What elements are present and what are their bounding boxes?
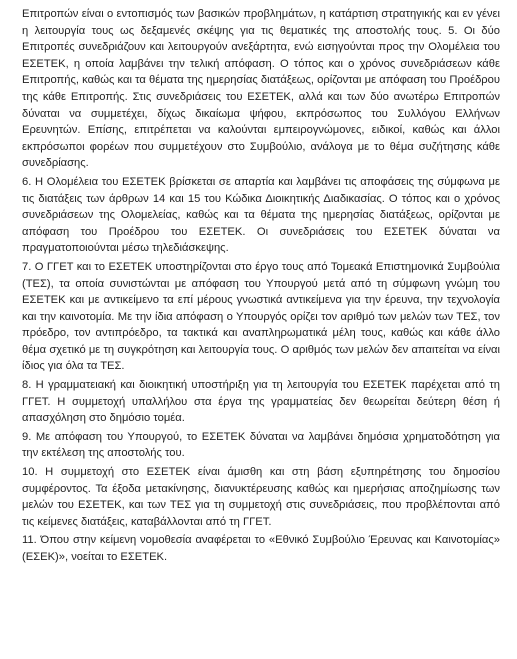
paragraph-committees: Επιτροπών είναι ο εντοπισμός των βασικών προβλημάτων, η κατάρτιση στρατηγικής και εν γένει η λειτουργία τους ως δεξαμενές σκέψης για τις θεματικές της αποστολής τους. 5. Οι δύο Επιτροπές συνεδριάζουν και λειτουργούν ανεξάρτητα, ενώ εισηγούνται προς την Ολομέλεια του ΕΣΕΤΕΚ, η οποία λαμβάνει την τελική απόφαση. Ο τόπος και ο χρόνος συνεδριάσεων κάθε Επιτροπής, καθώς και τα θέματα της ημερησίας διατάξεως, ορίζονται με απόφαση του Προέδρου της κάθε Επιτροπής. Στις συνεδριάσεις του ΕΣΕΤΕΚ, αλλά και των δύο ανωτέρω Επιτροπών δύναται να συμμετέχει, δίχως δικαίωμα ψήφου, εκπρόσωπος του Συλλόγου Ελλήνων Ερευνητών. Επίσης, επιτρέπεται να καλούνται εμπειρογνώμονες, ειδικοί, καθώς και άλλοι εκπρόσωποι φορέων που συμμετέχουν στο Συμβούλιο, ανάλογα με το θέμα συζήτησης κάθε συνεδρίασης. xyxy=(22,8,500,170)
paragraph-11-legislation: 11. Όπου στην κείμενη νομοθεσία αναφέρεται το «Εθνικό Συμβούλιο Έρευνας και Καινοτομίας» (ΕΣΕΚ)», νοείται το ΕΣΕΤΕΚ. xyxy=(22,534,500,563)
paragraph-7-sectoral-councils: 7. Ο ΓΓΕΤ και το ΕΣΕΤΕΚ υποστηρίζονται στο έργο τους από Τομεακά Επιστημονικά Συμβούλια (ΤΕΣ), τα οποία συνιστώνται με απόφαση του Υπουργού μετά από τη σύμφωνη γνώμη του ΕΣΕΤΕΚ και με αντικείμενο τα επί μέρους γνωστικά αντικείμενα για την έρευνα, την τεχνολογία και την καινοτομία. Με την ίδια απόφαση ο Υπουργός ορίζει τον αριθμό των μελών των ΤΕΣ, τον πρόεδρο, τον αντιπρόεδρο, τα τακτικά και αναπληρωματικά μέλη τους, καθώς και κάθε άλλο θέμα σχετικό με τη συγκρότηση και λειτουργία τους. Ο αριθμός των μελών δεν απαιτείται να είναι ίδιος για όλα τα ΤΕΣ. xyxy=(22,260,500,373)
paragraph-6-plenary: 6. Η Ολομέλεια του ΕΣΕΤΕΚ βρίσκεται σε απαρτία και λαμβάνει τις αποφάσεις της σύμφωνα με τις διατάξεις των άρθρων 14 και 15 του Κώδικα Διοικητικής Διαδικασίας. Ο τόπος και ο χρόνος συνεδριάσεων της Ολομελείας, καθώς και τα θέματα της ημερησίας διατάξεως, ορίζονται με απόφαση του Προέδρου του ΕΣΕΤΕΚ. Οι συνεδριάσεις του ΕΣΕΤΕΚ δύναται να πραγματοποιούνται μέσω τηλεδιάσκεψης. xyxy=(22,175,500,255)
document-body xyxy=(22,6,500,566)
paragraph-9-funding: 9. Με απόφαση του Υπουργού, το ΕΣΕΤΕΚ δύναται να λαμβάνει δημόσια χρηματοδότηση για την εκτέλεση της αποστολής του. xyxy=(22,430,500,460)
paragraph-10-participation: 10. Η συμμετοχή στο ΕΣΕΤΕΚ είναι άμισθη και στη βάση εξυπηρέτησης του δημοσίου συμφέροντος. Τα έξοδα μετακίνησης, διανυκτέρευσης καθώς και ημερήσιας αποζημίωσης των μελών του ΕΣΕΤΕΚ, και των ΤΕΣ για τη συμμετοχή στις συνεδριάσεις, που προβλέπονται από τις κείμενες διατάξεις, καταβάλλονται από τη ΓΓΕΤ. xyxy=(22,466,500,528)
paragraph-8-secretarial-support: 8. Η γραμματειακή και διοικητική υποστήριξη για τη λειτουργία του ΕΣΕΤΕΚ παρέχεται από τη ΓΓΕΤ. Η συμμετοχή υπαλλήλου στα έργα της γραμματείας δεν θεωρείται δεύτερη θέση ή απασχόληση στο δημόσιο τομέα. xyxy=(22,379,500,425)
